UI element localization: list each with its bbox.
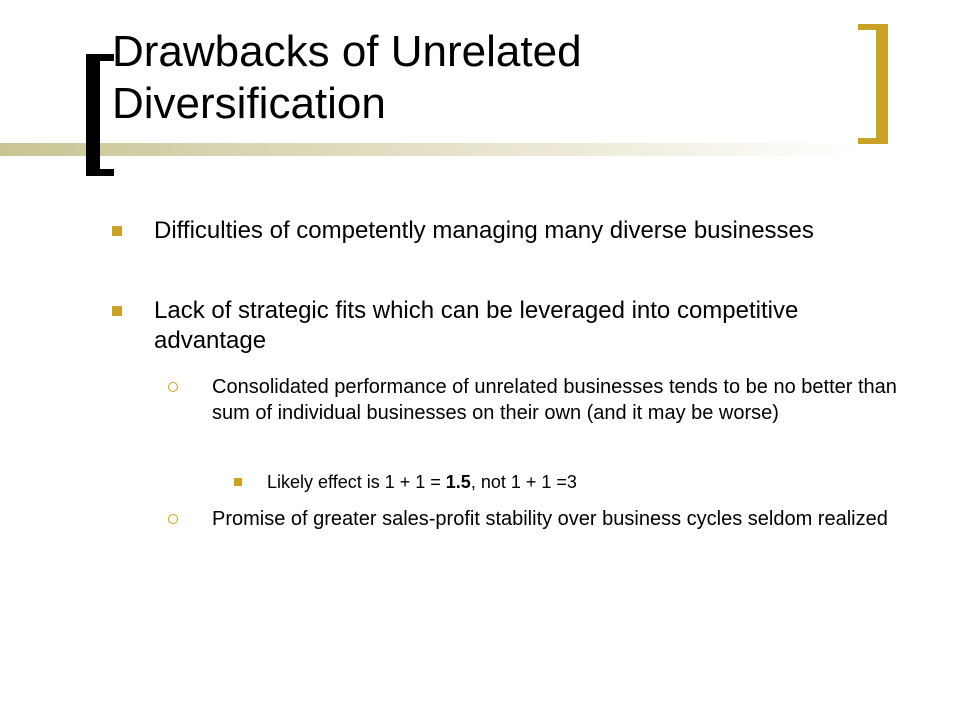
sub-sub-bullet-text [267,470,854,494]
bullet-text: Difficulties of competently managing many diverse businesses [154,217,814,244]
sub-bullet-item [168,374,898,426]
effect-prefix: Likely effect is 1 + 1 = [267,472,446,492]
right-bracket-top [858,24,888,30]
effect-bold-value: 1.5 [445,472,471,492]
bullet-item [112,296,892,356]
slide-title: Drawbacks of Unrelated Diversification [112,27,582,128]
effect-suffix: , not 1 + 1 =3 [470,472,577,492]
left-bracket [86,54,100,176]
sub-sub-bullet-item [234,470,854,494]
sub-bullet-text: Promise of greater sales-profit stability over business cycles seldom realized [212,508,888,530]
title-underline-band [0,143,860,156]
square-bullet-icon [112,226,122,236]
square-bullet-icon [234,478,242,486]
left-bracket-top [86,54,114,61]
right-bracket [876,24,888,144]
sub-bullet-text: Consolidated performance of unrelated businesses tends to be no better than sum of individual businesses on their own (and it may be worse) [212,376,897,424]
circle-bullet-icon [168,514,178,524]
square-bullet-icon [112,306,122,316]
bullet-text: Lack of strategic fits which can be leveraged into competitive advantage [154,297,799,354]
right-bracket-bottom [858,138,888,144]
circle-bullet-icon [168,382,178,392]
sub-bullet-item [168,506,898,532]
bullet-item [112,216,892,246]
left-bracket-bottom [86,169,114,176]
